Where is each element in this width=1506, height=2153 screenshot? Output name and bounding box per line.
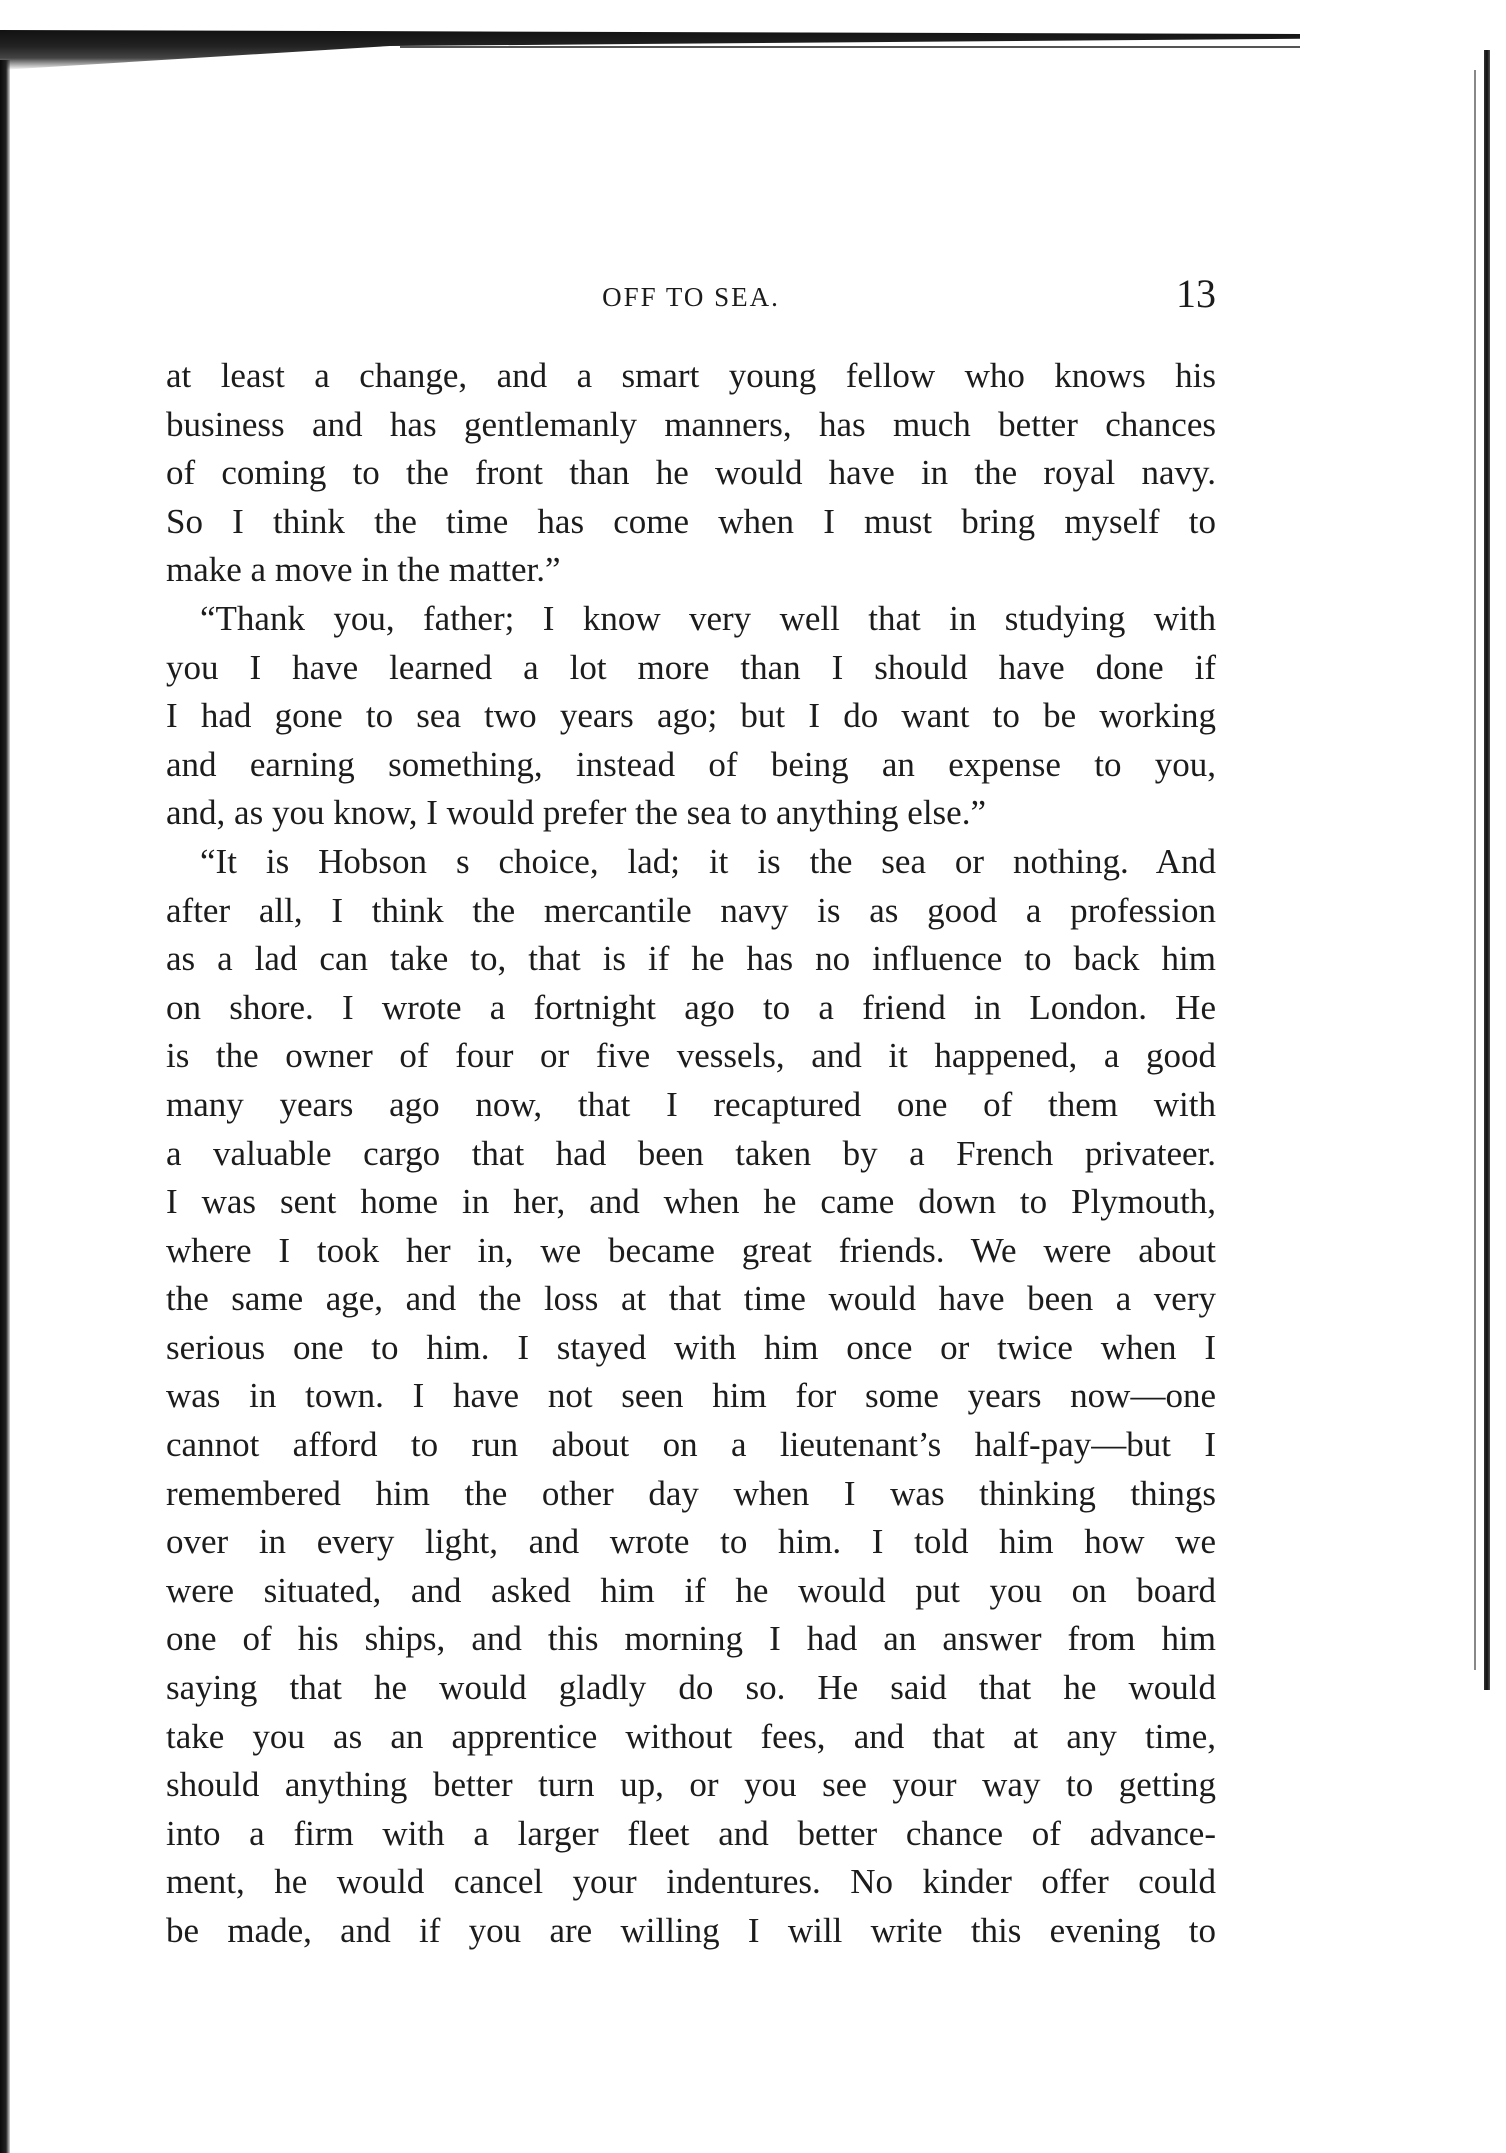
text-line: serious one to him. I stayed with him once or twice when I — [166, 1327, 1216, 1367]
scan-edge-top — [0, 30, 1300, 70]
text-line: ment, he would cancel your indentures. No kinder offer could — [166, 1862, 1216, 1902]
text-line: cannot afford to run about on a lieutenant’s half-pay—but I — [166, 1425, 1216, 1465]
page-header — [166, 270, 1216, 330]
page-number: 13 — [1176, 271, 1216, 316]
scan-edge-right-line — [1474, 70, 1476, 1670]
text-line: is the owner of four or five vessels, and it happened, a good — [166, 1036, 1216, 1076]
text-line: and earning something, instead of being an expense to you, — [166, 744, 1216, 784]
text-line: saying that he would gladly do so. He said that he would — [166, 1668, 1216, 1708]
text-line: you I have learned a lot more than I should have done if — [166, 647, 1216, 687]
text-line: were situated, and asked him if he would put you on board — [166, 1570, 1216, 1610]
text-line: a valuable cargo that had been taken by a French privateer. — [166, 1133, 1216, 1173]
text-line: into a firm with a larger fleet and better chance of advance- — [166, 1813, 1216, 1853]
text-line: So I think the time has come when I must bring myself to — [166, 501, 1216, 541]
text-line: one of his ships, and this morning I had an answer from him — [166, 1619, 1216, 1659]
scan-edge-left — [0, 60, 10, 2153]
text-line: take you as an apprentice without fees, and that at any time, — [166, 1716, 1216, 1756]
text-line: on shore. I wrote a fortnight ago to a friend in London. He — [166, 987, 1216, 1027]
text-line: make a move in the matter.” — [166, 550, 561, 590]
text-line: remembered him the other day when I was thinking things — [166, 1473, 1216, 1513]
text-line: I was sent home in her, and when he came down to Plymouth, — [166, 1182, 1216, 1222]
text-line: where I took her in, we became great friends. We were about — [166, 1230, 1216, 1270]
text-line: should anything better turn up, or you see your way to getting — [166, 1765, 1216, 1805]
scan-edge-top-line — [400, 46, 1300, 48]
text-line: over in every light, and wrote to him. I told him how we — [166, 1522, 1216, 1562]
text-line: was in town. I have not seen him for some years now—one — [166, 1376, 1216, 1416]
text-line: “It is Hobson s choice, lad; it is the sea or nothing. And — [200, 841, 1216, 881]
text-line: business and has gentlemanly manners, has much better chances — [166, 404, 1216, 444]
text-line: many years ago now, that I recaptured one of them with — [166, 1084, 1216, 1124]
scan-edge-right — [1484, 50, 1490, 1690]
text-line: be made, and if you are willing I will write this evening to — [166, 1911, 1216, 1950]
text-line: “Thank you, father; I know very well that in studying with — [200, 598, 1216, 638]
text-line: after all, I think the mercantile navy is as good a profession — [166, 890, 1216, 930]
text-line: as a lad can take to, that is if he has no influence to back him — [166, 939, 1216, 979]
body-text — [166, 352, 1216, 1956]
text-line: of coming to the front than he would have in the royal navy. — [166, 453, 1216, 493]
text-line: at least a change, and a smart young fellow who knows his — [166, 356, 1216, 395]
text-line: and, as you know, I would prefer the sea to anything else.” — [166, 793, 986, 833]
text-line: I had gone to sea two years ago; but I do want to be working — [166, 696, 1216, 736]
text-line: the same age, and the loss at that time would have been a very — [166, 1279, 1216, 1319]
running-title: OFF TO SEA. — [602, 282, 780, 312]
